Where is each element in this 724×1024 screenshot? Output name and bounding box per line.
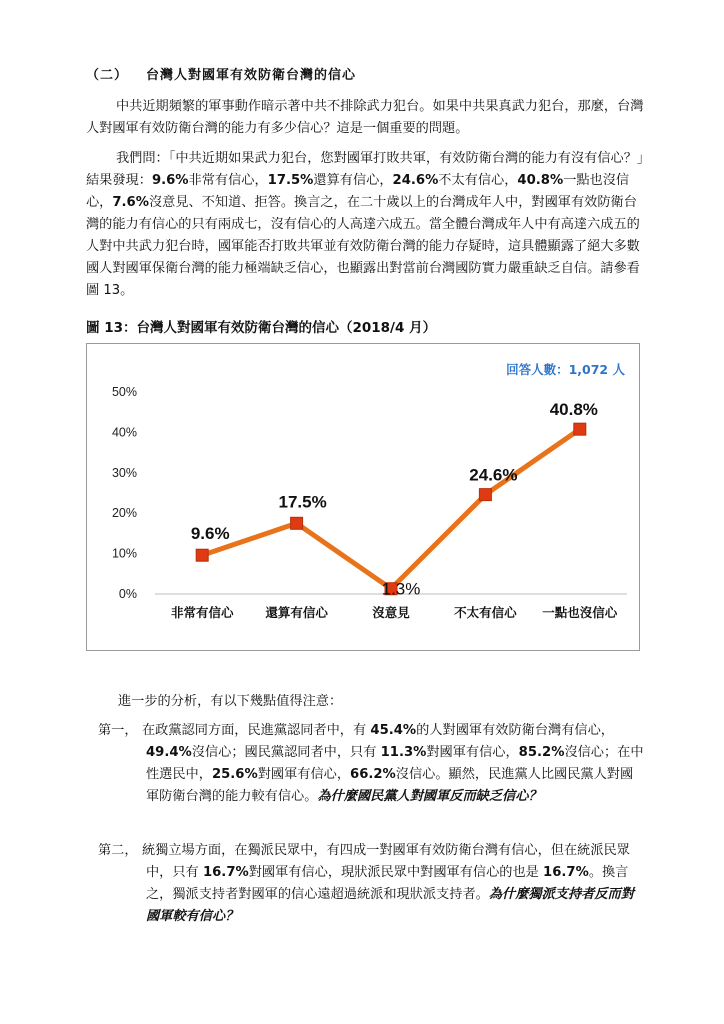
- data-label: 24.6%: [469, 465, 518, 485]
- data-point-marker: [291, 517, 303, 529]
- data-point-marker: [196, 549, 208, 561]
- analysis-point-2: [98, 840, 646, 928]
- x-category-label: 一點也沒信心: [542, 605, 618, 620]
- chart-canvas: [87, 344, 639, 650]
- data-label: 17.5%: [278, 492, 327, 512]
- y-tick-label: 30%: [111, 465, 137, 480]
- data-point-marker: [574, 423, 586, 435]
- data-label: 9.6%: [190, 524, 230, 544]
- series-line: [202, 429, 580, 589]
- data-point-marker: [479, 489, 491, 501]
- y-tick-label: 40%: [111, 425, 137, 440]
- line-chart: [86, 343, 640, 651]
- point-1-question: 為什麼國民黨人對國軍反而缺乏信心？: [317, 789, 542, 804]
- section-heading: [86, 64, 356, 83]
- x-category-label: 非常有信心: [170, 605, 234, 620]
- x-category-label: 還算有信心: [265, 605, 328, 620]
- point-1-text: 在政黨認同方面，民進黨認同者中，有 45.4%的人對國軍有效防衛台灣有信心，49.4%沒信心；國民黨認同者中，只有 11.3%對國軍有信心，85.2%沒信心；在中性選民中，25.6%對國軍有信心，66.2%沒信心。顯然，民進黨人比國民黨人對國軍防衛台灣的能力較有信心。為什麼國民黨人對國軍反而缺乏信心？: [142, 723, 644, 804]
- point-1-label: 第一，: [98, 723, 138, 738]
- point-2-label: 第二，: [98, 843, 138, 858]
- x-category-label: 不太有信心: [454, 605, 517, 620]
- analysis-point-1: [98, 720, 646, 808]
- data-label: 1.3%: [381, 579, 421, 599]
- section-number: （二）: [86, 68, 129, 83]
- paragraph-2: 我們問：「中共近期如果武力犯台，您對國軍打敗共軍，有效防衛台灣的能力有沒有信心？」結果發現：9.6%非常有信心，17.5%還算有信心，24.6%不太有信心，40.8%一點也沒信心，7.6%沒意見、不知道、拒答。換言之，在二十歲以上的台灣成年人中，對國軍有效防衛台灣的能力有信心的只有兩成七，沒有信心的人高達六成五。當全體台灣成年人中有高達六成五的人對中共武力犯台時，國軍能否打敗共軍並有效防衛台灣的能力存疑時，這具體顯露了絕大多數國人對國軍保衛台灣的能力極端缺乏信心，也顯露出對當前台灣國防實力嚴重缺乏自信。請參看圖 13。: [86, 151, 644, 298]
- figure-caption: 圖 13：台灣人對國軍有效防衛台灣的信心（2018/4 月）: [86, 320, 437, 336]
- respondent-count: 回答人數：1,072 人: [506, 362, 625, 377]
- y-tick-label: 20%: [111, 506, 137, 521]
- y-tick-label: 0%: [118, 587, 137, 601]
- section-title: 台灣人對國軍有效防衛台灣的信心: [146, 68, 357, 83]
- point-2-text: 統獨立場方面，在獨派民眾中，有四成一對國軍有效防衛台灣有信心，但在統派民眾中，只有 16.7%對國軍有信心，現狀派民眾中對國軍有信心的也是 16.7%。換言之，獨派支持者對國軍的信心遠超過統派和現狀派支持者。為什麼獨派支持者反而對國軍較有信心？: [142, 843, 634, 924]
- data-label: 40.8%: [549, 400, 598, 420]
- point-2-question: 為什麼獨派支持者反而對國軍較有信心？: [146, 887, 634, 924]
- y-tick-label: 50%: [111, 385, 137, 399]
- y-tick-label: 10%: [111, 546, 137, 561]
- analysis-intro: 進一步的分析，有以下幾點值得注意：: [118, 694, 343, 709]
- x-category-label: 沒意見: [372, 605, 410, 620]
- paragraph-1: 中共近期頻繁的軍事動作暗示著中共不排除武力犯台。如果中共果真武力犯台，那麼，台灣人對國軍有效防衛台灣的能力有多少信心？這是一個重要的問題。: [86, 99, 644, 136]
